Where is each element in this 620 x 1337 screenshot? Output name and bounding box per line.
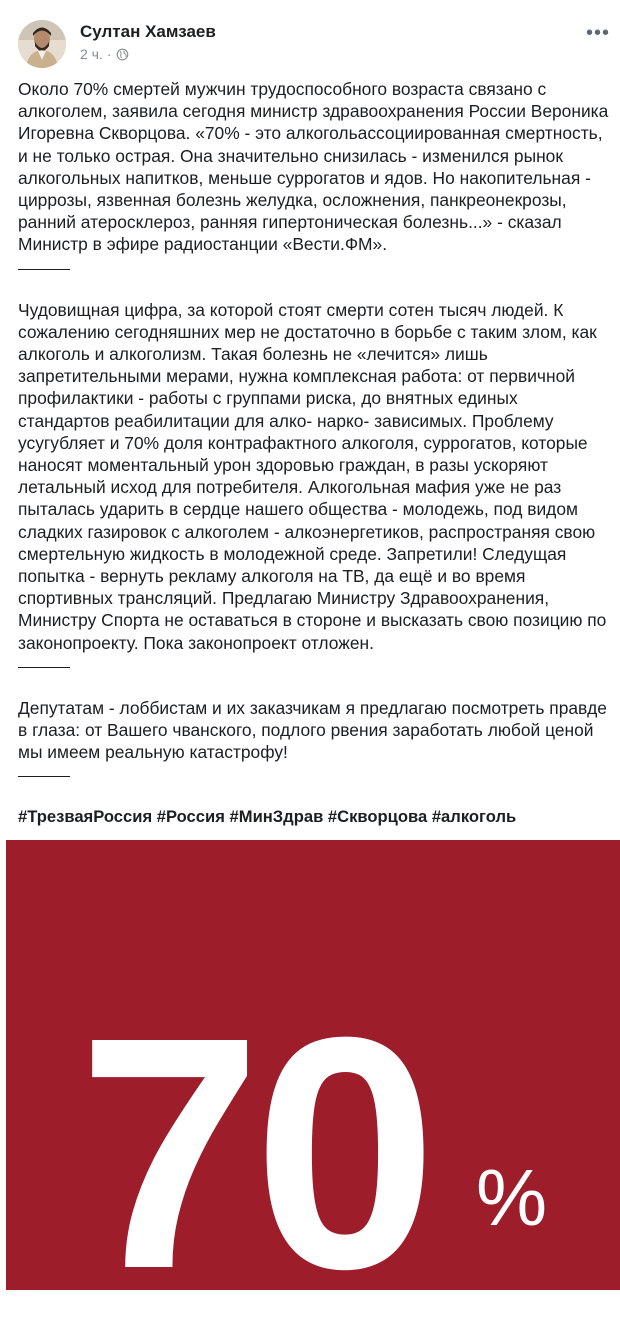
meta-dot: · <box>106 46 112 62</box>
avatar[interactable] <box>18 20 66 68</box>
post-paragraph-1: Около 70% смертей мужчин трудоспособного возраста связано с алкоголем, заявила сегодня министр здравоохранения России Вероника Игоревна Скворцова. «70% - это алкогольассоциированная смертность, и не только острая. Она значительно снизилась - изменился рынок алкогольных напитков, меньше суррогатов и ядов. Но накопительная - циррозы, язвенная болезнь желудка, осложнения, панкреонекрозы, ранний атеросклероз, ранняя гипертоническая болезнь...» - сказал Министр в эфире радиостанции «Вести.ФМ». <box>18 79 609 255</box>
image-percent-sign: % <box>476 1153 548 1242</box>
separator-line <box>18 269 70 270</box>
post-image[interactable] <box>0 830 620 1337</box>
post-text <box>18 78 610 851</box>
image-red-panel <box>6 840 620 1337</box>
separator-line <box>18 776 70 777</box>
more-options-button[interactable]: ••• <box>585 22 610 44</box>
avatar-photo <box>18 20 66 68</box>
image-number: 70 <box>78 968 430 1337</box>
post-paragraph-2: Чудовищная цифра, за которой стоят смерти сотен тысяч людей. К сожалению сегодняшних мер не достаточно в борьбе с таким злом, как алкоголь и алкоголизм. Такая болезнь не «лечится» лишь запретительными мерами, нужна комплексная работа: от первичной профилактики - работы с группами риска, до внятных единых стандартов реабилитации для алко- нарко- зависимых. Проблему усугубляет и 70% доля контрафактного алкоголя, суррогатов, которые наносят моментальный урон здоровью граждан, в разы ускоряют летальный исход для потребителя. Алкогольная мафия уже не раз пыталась ударить в сердце нашего общества - молодежь, под видом сладких газировок с алкоголем - алкоэнергетиков, распространяя свою смертельную жидкость в молодежной среде. Запретили! Следущая попытка - вернуть рекламу алкоголя на ТВ, да ещё и во время спортивных трансляций. Предлагаю Министру Здравоохранения, Министру Спорта не оставаться в стороне и высказать свою позицию по законопроекту. Пока законопроект отложен. <box>18 299 607 653</box>
post-time[interactable]: 2 ч. <box>80 46 103 62</box>
separator-line <box>18 667 70 668</box>
post-meta <box>80 46 129 62</box>
post-header <box>0 0 620 74</box>
hashtags-line-1[interactable]: #ТрезваяРоссия #Россия #МинЗдрав #Скворцова #алкоголь <box>18 807 517 827</box>
author-name[interactable]: Султан Хамзаев <box>80 22 216 41</box>
post-paragraph-3: Депутатам - лоббистам и их заказчикам я предлагаю посмотреть правде в глаза: от Вашего чванского, подлого рвения заработать любой ценой мы имеем реальную катастрофу! <box>18 697 607 763</box>
globe-icon[interactable] <box>116 48 129 61</box>
